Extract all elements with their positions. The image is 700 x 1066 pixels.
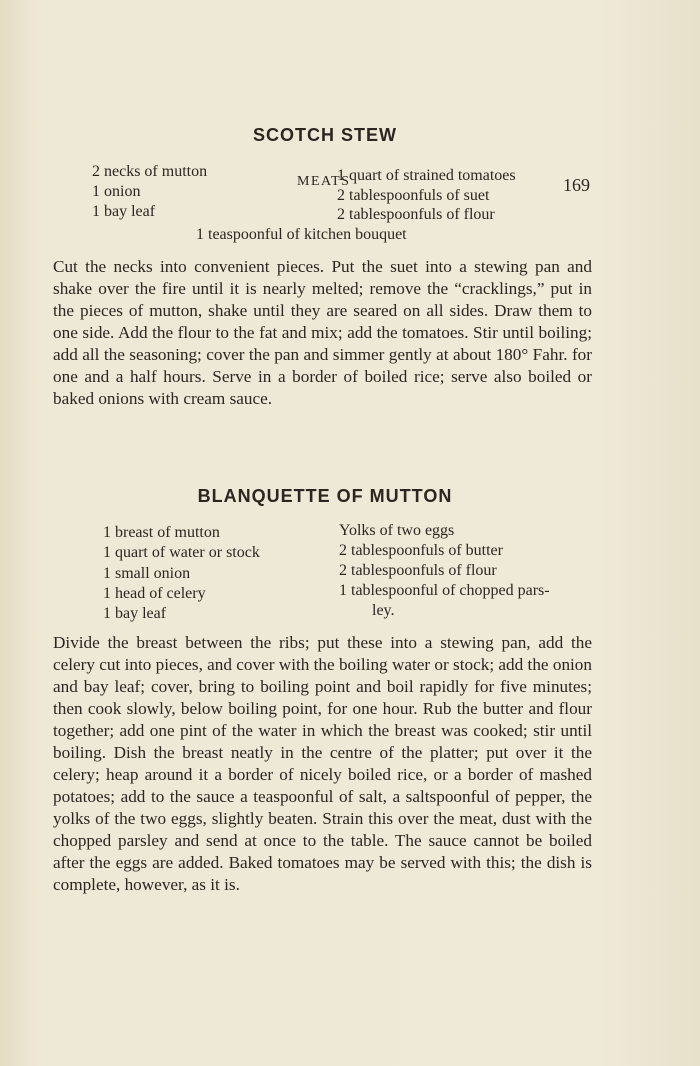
ingredient-item: 2 tablespoonfuls of suet bbox=[337, 187, 490, 204]
ingredient-item: 1 small onion bbox=[103, 565, 191, 582]
section-title: MEATS bbox=[297, 174, 351, 189]
ingredient-item: 2 tablespoonfuls of butter bbox=[339, 542, 503, 559]
ingredient-item: 1 bay leaf bbox=[92, 203, 156, 220]
page-number: 169 bbox=[563, 175, 590, 195]
ingredient-item: 2 tablespoonfuls of flour bbox=[339, 562, 497, 579]
recipe-title: SCOTCH STEW bbox=[253, 125, 397, 145]
ingredient-item: 1 teaspoonful of kitchen bouquet bbox=[196, 226, 407, 243]
ingredient-item: Yolks of two eggs bbox=[339, 522, 455, 539]
ingredient-item: 1 quart of strained tomatoes bbox=[337, 167, 516, 184]
ingredient-item: 1 quart of water or stock bbox=[103, 544, 260, 561]
recipe-title: BLANQUETTE OF MUTTON bbox=[197, 486, 453, 506]
ingredient-item: ley. bbox=[372, 602, 395, 619]
ingredient-item: 1 tablespoonful of chopped pars- bbox=[339, 582, 550, 599]
recipe-directions bbox=[53, 256, 592, 410]
ingredient-item: 2 tablespoonfuls of flour bbox=[337, 206, 495, 223]
ingredient-item: 1 bay leaf bbox=[103, 605, 167, 622]
ingredient-item: 2 necks of mutton bbox=[92, 163, 208, 180]
directions-text: Divide the breast between the ribs; put these into a stewing pan, add the celery cut into pieces, and cover with the boiling water or stock; add the onion and bay leaf; cover, bring to boiling point and boil rapidly for five minutes; then cook slowly, below boiling point, for one hour. Rub the butter and flour together; add one pint of the water in which the breast was cooked; stir until boiling. Dish the breast neatly in the centre of the platter; put over it the celery; heap around it a border of nicely boiled rice, or a border of mashed potatoes; add to the sauce a teaspoonful of salt, a saltspoonful of pepper, the yolks of the two eggs, slightly beaten. Strain this over the meat, dust with the chopped parsley and send at once to the table. The sauce cannot be boiled after the eggs are added. Baked tomatoes may be served with this; the dish is complete, however, as it is. bbox=[53, 633, 592, 894]
directions-text: Cut the necks into convenient pieces. Put the suet into a stewing pan and shake over the fire until it is nearly melted; remove the “cracklings,” put in the pieces of mutton, shake until they are seared on all sides. Draw them to one side. Add the flour to the fat and mix; add the tomatoes. Stir until boiling; add all the seasoning; cover the pan and simmer gently at about 180° Fahr. for one and a half hours. Serve in a border of boiled rice; serve also boiled or baked onions with cream sauce. bbox=[53, 257, 592, 408]
ingredient-item: 1 onion bbox=[92, 183, 141, 200]
ingredient-item: 1 breast of mutton bbox=[103, 524, 220, 541]
recipe-directions bbox=[53, 632, 592, 896]
ingredient-item: 1 head of celery bbox=[103, 585, 206, 602]
